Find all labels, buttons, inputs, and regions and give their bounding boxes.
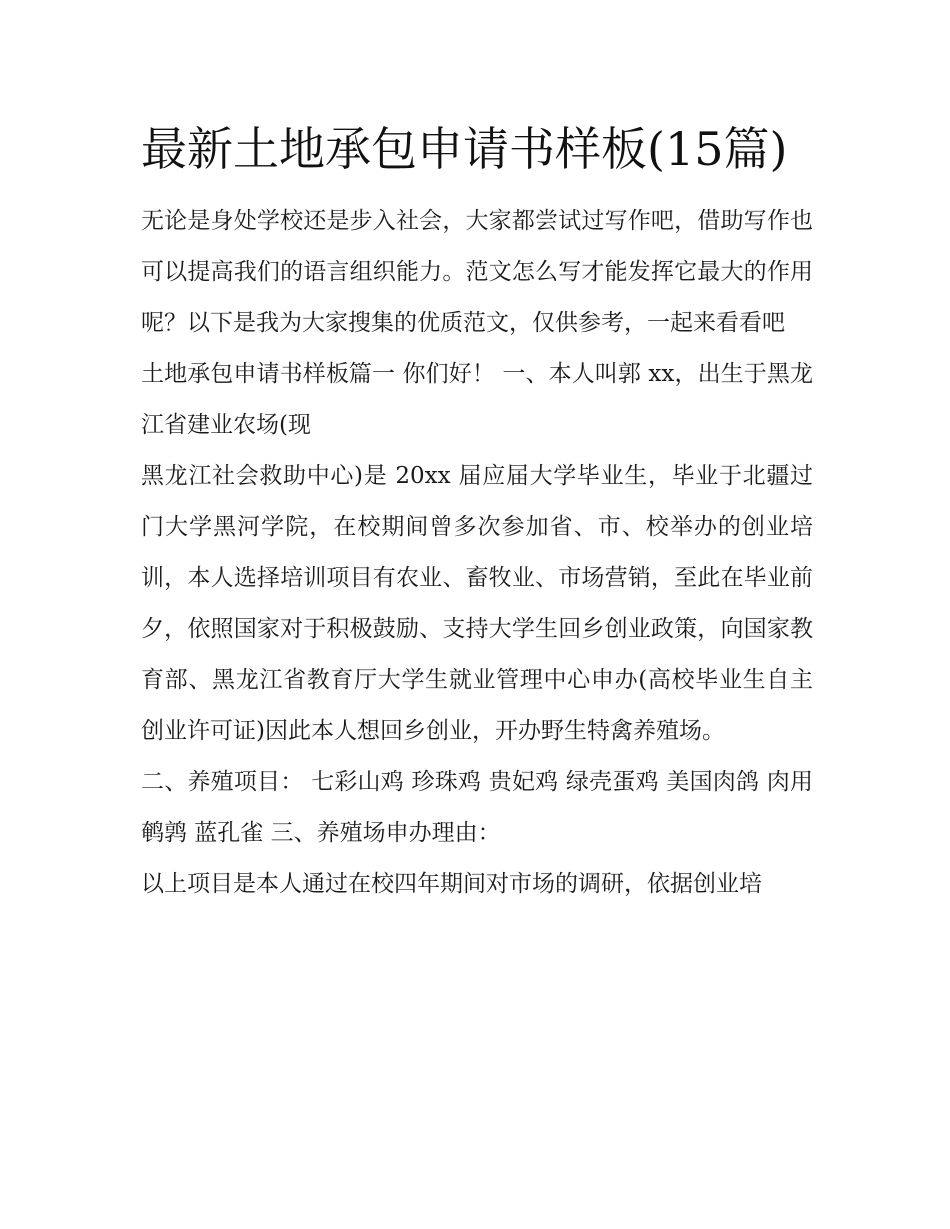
document-body — [141, 112, 813, 910]
paragraph-greeting: 土地承包申请书样板篇一 你们好！ 一、本人叫郭 xx，出生于黑龙江省建业农场(现 — [141, 361, 813, 438]
paragraph-reasons: 以上项目是本人通过在校四年期间对市场的调研，依据创业培 — [141, 871, 762, 897]
paragraph-background: 黑龙江社会救助中心)是 20xx 届应届大学毕业生，毕业于北疆过门大学黑河学院，在校期间曾多次参加省、市、校举办的创业培训，本人选择培训项目有农业、畜牧业、市场营销，至此在毕业前夕，依照国家对于积极鼓励、支持大学生回乡创业政策，向国家教育部、黑龙江省教育厅大学生就业管理中心申办(高校毕业生自主创业许可证)因此本人想回乡创业，开办野生特禽养殖场。 — [141, 463, 813, 744]
paragraph-intro: 无论是身处学校还是步入社会，大家都尝试过写作吧，借助写作也可以提高我们的语言组织能力。范文怎么写才能发挥它最大的作用呢？以下是我为大家搜集的优质范文，仅供参考，一起来看看吧 — [141, 208, 813, 336]
paragraph-breeding-projects: 二、养殖项目： 七彩山鸡 珍珠鸡 贵妃鸡 绿壳蛋鸡 美国肉鸽 肉用鹌鹑 蓝孔雀 三、养殖场申办理由： — [141, 769, 813, 846]
document-title: 最新土地承包申请书样板(15篇) — [141, 122, 788, 176]
